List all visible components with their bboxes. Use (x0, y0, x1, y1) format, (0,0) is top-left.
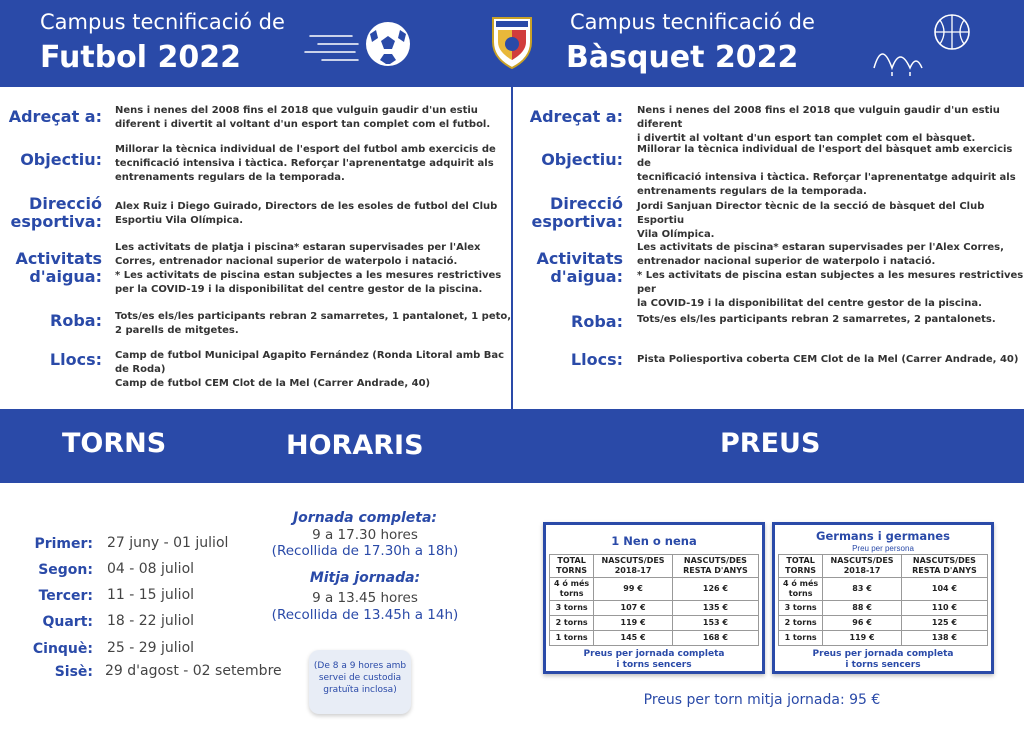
mitja-jornada-hours: 9 a 13.45 hores (312, 590, 418, 606)
basquet-label-direccio: Direcció esportiva: (531, 194, 623, 231)
torn-dates: 11 - 15 juliol (107, 587, 195, 603)
basquet-text-adrecat: Nens i nenes del 2008 fins el 2018 que vulguin gaudir d'un estiu diferent i divertit al voltant d'un esport tan complet com el bàsquet. (637, 105, 1000, 144)
torn-dates: 04 - 08 juliol (107, 561, 195, 577)
price-table (549, 554, 759, 646)
table-row: 2 torns 119 € 153 € (550, 616, 759, 631)
basquet-label-llocs: Llocs: (570, 350, 623, 369)
basquet-subtitle: Campus tecnificació de (570, 10, 815, 34)
basquet-title: Bàsquet 2022 (566, 40, 799, 75)
jornada-completa-title: Jornada completa: (292, 510, 438, 526)
futbol-subtitle: Campus tecnificació de (40, 10, 285, 34)
table-row: 1 torns 119 € 138 € (779, 631, 988, 646)
price-title: 1 Nen o nena (611, 534, 697, 548)
basquet-label-activitats: Activitats d'aigua: (536, 249, 623, 286)
table-row: 3 torns 107 € 135 € (550, 601, 759, 616)
futbol-label-llocs: Llocs: (49, 350, 102, 369)
basquet-text-direccio: Jordi Sanjuan Director tècnic de la secció de bàsquet del Club Esportiu Vila Olímpica. (637, 201, 985, 240)
table-row: 2 torns 96 € 125 € (779, 616, 988, 631)
column-header: NASCUTS/DES 2018-17 (823, 555, 902, 578)
futbol-label-direccio: Direcció esportiva: (10, 194, 102, 231)
torn-label: Tercer: (38, 588, 93, 604)
torn-label: Quart: (42, 614, 93, 630)
futbol-label-activitats: Activitats d'aigua: (15, 249, 102, 286)
futbol-label-objectiu: Objectiu: (20, 150, 102, 169)
preus-heading: PREUS (720, 428, 821, 459)
futbol-text-objectiu: Millorar la tècnica individual de l'esport del futbol amb exercicis de tecnificació intensiva i tàctica. Reforçar l'aprenentatge adquirit als entrenaments regulars de la temporada. (115, 144, 496, 183)
mitja-jornada-pickup: (Recollida de 13.45h a 14h) (271, 607, 459, 623)
torn-label: Sisè: (54, 664, 93, 680)
torns-heading: TORNS (62, 428, 167, 459)
column-header: TOTAL TORNS (550, 555, 594, 578)
price-table-germans (772, 522, 994, 674)
table-row: 1 torns 145 € 168 € (550, 631, 759, 646)
futbol-label-adrecat: Adreçat a: (8, 107, 102, 126)
jornada-completa-pickup: (Recollida de 17.30h a 18h) (271, 543, 459, 559)
price-title: Germans i germanes (816, 529, 950, 543)
soccer-ball-icon (300, 14, 415, 74)
table-row: 4 ó més torns 99 € 126 € (550, 578, 759, 601)
basquet-label-roba: Roba: (571, 312, 623, 331)
torn-dates: 18 - 22 juliol (107, 613, 195, 629)
basquet-text-activitats: Les activitats de piscina* estaran supervisades per l'Alex Corres, entrenador nacional superior de waterpolo i natació. * Les activitats de piscina estan subjectes a les mesures restrictives per la COVID-19 i la disponibilitat del centre gestor de la piscina. (637, 242, 1024, 309)
futbol-text-activitats: Les activitats de platja i piscina* estaran supervisades per l'Alex Corres, entrenador nacional superior de waterpolo i natació. * Les activitats de piscina estan subjectes a les mesures restrictives per la COVID-19 i la disponibilitat del centre gestor de la piscina. (115, 242, 502, 295)
table-row: 3 torns 88 € 110 € (779, 601, 988, 616)
basquet-text-llocs: Pista Poliesportiva coberta CEM Clot de la Mel (Carrer Andrade, 40) (637, 354, 1019, 365)
column-header: NASCUTS/DES RESTA D'ANYS (901, 555, 987, 578)
futbol-text-roba: Tots/es els/les participants rebran 2 samarretes, 1 pantalonet, 1 peto, 2 parells de mitgetes. (115, 311, 512, 336)
price-subtitle: Preu per persona (852, 544, 914, 553)
basquet-label-objectiu: Objectiu: (541, 150, 623, 169)
jornada-completa-hours: 9 a 17.30 hores (312, 527, 418, 543)
column-header: NASCUTS/DES RESTA D'ANYS (672, 555, 758, 578)
table-row: 4 ó més torns 83 € 104 € (779, 578, 988, 601)
torn-dates: 29 d'agost - 02 setembre (105, 663, 282, 679)
basquet-text-objectiu: Millorar la tècnica individual de l'esport del bàsquet amb exercicis de tecnificació intensiva i tàctica. Reforçar l'aprenentatge adquirit als entrenaments regulars de la temporada. (637, 144, 1016, 197)
basquet-text-roba: Tots/es els/les participants rebran 2 samarretes, 2 pantalonets. (637, 314, 996, 325)
basquet-label-adrecat: Adreçat a: (529, 107, 623, 126)
futbol-title: Futbol 2022 (40, 40, 242, 75)
price-footnote: Preus per jornada completa i torns sencers (812, 649, 954, 670)
column-header: NASCUTS/DES 2018-17 (594, 555, 673, 578)
futbol-text-adrecat: Nens i nenes del 2008 fins el 2018 que vulguin gaudir d'un estiu diferent i divertit al voltant d'un esport tan complet com el futbol. (115, 105, 491, 130)
price-table (778, 554, 988, 646)
custodia-note: (De 8 a 9 hores amb servei de custodia gratuïta inclosa) (309, 650, 411, 714)
torn-label: Cinquè: (32, 641, 93, 657)
price-footnote: Preus per jornada completa i torns sencers (583, 649, 725, 670)
club-crest-icon (490, 14, 534, 70)
torn-dates: 25 - 29 juliol (107, 640, 195, 656)
torn-label: Primer: (34, 536, 93, 552)
price-table-nen (543, 522, 765, 674)
torn-label: Segon: (38, 562, 93, 578)
torn-dates: 27 juny - 01 juliol (107, 535, 229, 551)
mitja-jornada-title: Mitja jornada: (309, 570, 421, 586)
column-header: TOTAL TORNS (779, 555, 823, 578)
horaris-heading: HORARIS (286, 430, 424, 461)
basketball-icon (870, 10, 980, 80)
futbol-label-roba: Roba: (50, 311, 102, 330)
mitja-jornada-price: Preus per torn mitja jornada: 95 € (643, 692, 881, 708)
futbol-text-llocs: Camp de futbol Municipal Agapito Fernández (Ronda Litoral amb Bac de Roda) Camp de futbol CEM Clot de la Mel (Carrer Andrade, 40) (115, 350, 505, 389)
futbol-text-direccio: Alex Ruiz i Diego Guirado, Directors de les esoles de futbol del Club Esportiu Vila Olímpica. (115, 201, 498, 226)
